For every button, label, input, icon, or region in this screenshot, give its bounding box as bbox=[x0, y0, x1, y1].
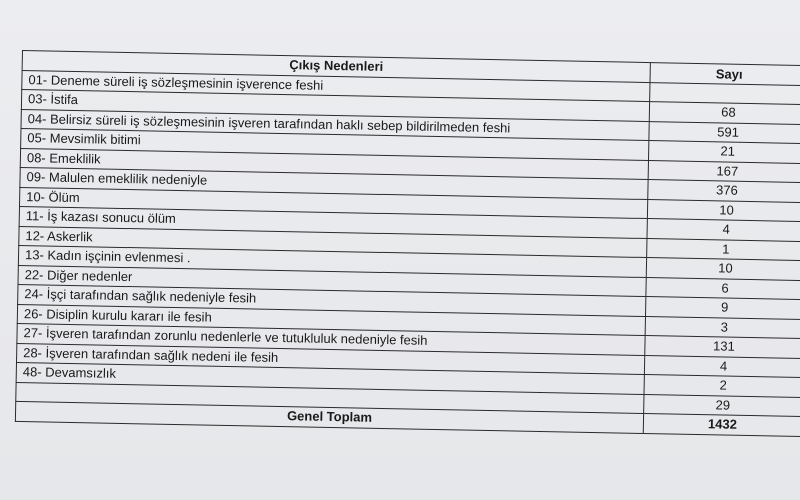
reason-cell: 12- Askerlik bbox=[19, 226, 647, 258]
reason-cell: 08- Emeklilik bbox=[20, 148, 648, 180]
count-cell: 4 bbox=[644, 355, 800, 378]
header-count: Sayı bbox=[650, 63, 800, 86]
count-cell: 10 bbox=[647, 199, 800, 222]
count-cell: 21 bbox=[649, 141, 800, 164]
count-cell: 167 bbox=[648, 160, 800, 183]
count-cell: 376 bbox=[648, 180, 800, 203]
reason-cell: 27- İşveren tarafından zorunlu nedenlerle ve tutukluluk nedeniyle fesih bbox=[17, 323, 645, 355]
total-count: 1432 bbox=[643, 414, 800, 437]
reason-cell: 01- Deneme süreli iş sözleşmesinin işverence feshi bbox=[22, 70, 650, 102]
count-cell: 4 bbox=[647, 219, 800, 242]
count-cell: 3 bbox=[645, 316, 800, 339]
reason-cell: 09- Malulen emeklilik nedeniyle bbox=[20, 167, 648, 199]
header-reason: Çıkış Nedenleri bbox=[22, 51, 650, 83]
exit-reasons-table-wrapper bbox=[15, 50, 800, 437]
count-cell: 68 bbox=[649, 102, 800, 125]
count-cell: 9 bbox=[646, 297, 800, 320]
reason-cell: 10- Ölüm bbox=[19, 187, 647, 219]
reason-cell: 05- Mevsimlik bitimi bbox=[21, 128, 649, 160]
count-cell: 1 bbox=[647, 238, 800, 261]
reason-cell: 48- Devamsızlık bbox=[16, 362, 644, 394]
count-cell: 591 bbox=[649, 121, 800, 144]
reason-cell: 24- İşçi tarafından sağlık nedeniyle fesih bbox=[18, 284, 646, 316]
reason-cell: 11- İş kazası sonucu ölüm bbox=[19, 206, 647, 238]
reason-cell: 03- İstifa bbox=[21, 90, 649, 122]
reason-cell: 13- Kadın işçinin evlenmesi . bbox=[18, 245, 646, 277]
reason-cell: 22- Diğer nedenler bbox=[18, 265, 646, 297]
count-cell: 6 bbox=[646, 277, 800, 300]
count-cell: 10 bbox=[646, 258, 800, 281]
reason-cell: 04- Belirsiz süreli iş sözleşmesinin işveren tarafından haklı sebep bildirilmeden feshi bbox=[21, 109, 649, 141]
count-cell: 2 bbox=[644, 375, 800, 398]
count-cell: 131 bbox=[645, 336, 800, 359]
reason-cell: 26- Disiplin kurulu kararı ile fesih bbox=[17, 304, 645, 336]
reason-cell: 28- İşveren tarafından sağlık nedeni ile fesih bbox=[17, 343, 645, 375]
total-label: Genel Toplam bbox=[15, 401, 643, 433]
exit-reasons-table bbox=[15, 50, 800, 437]
count-cell: 29 bbox=[644, 394, 800, 417]
